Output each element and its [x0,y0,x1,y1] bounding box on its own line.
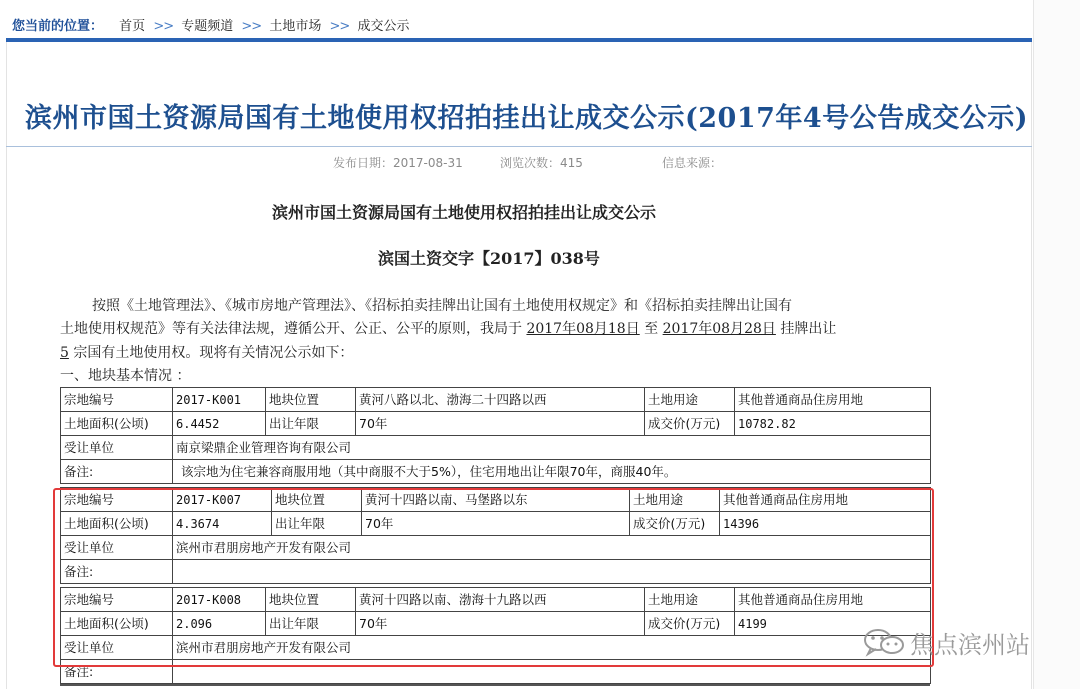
area-value: 2.096 [173,612,266,636]
assignee-label: 受让单位 [61,536,173,560]
title-divider [6,146,1032,147]
paragraph-text: 至 [644,321,659,337]
area-value: 4.3674 [173,512,272,536]
breadcrumb-link-deal-notice[interactable]: 成交公示 [357,19,410,34]
price-label: 成交价(万元) [645,612,735,636]
publish-date: 发布日期：2017-08-31 [333,156,463,170]
term-value: 70年 [356,612,645,636]
remarks-label: 备注: [61,660,173,684]
page-title: 滨州市国土资源局国有土地使用权招拍挂出让成交公示(2017年4号公告成交公示) [25,103,1028,134]
breadcrumb-link-home[interactable]: 首页 [119,19,146,34]
location-label: 地块位置 [266,588,356,612]
price-value: 14396 [720,512,931,536]
parcel-table [60,387,931,484]
highlight-annotation-box [53,488,934,667]
table-bottom-rule [60,684,930,686]
watermark-text: 焦点滨州站 [910,630,1030,659]
breadcrumb-separator: >> [329,19,350,34]
breadcrumb-link-land-market[interactable]: 土地市场 [269,19,322,34]
usage-value: 其他普通商品住房用地 [720,488,931,512]
term-label: 出让年限 [266,412,356,436]
location-value: 黄河十四路以南、渤海十九路以西 [356,588,645,612]
paragraph-line-3 [60,341,353,365]
header-divider [6,38,1032,42]
term-value: 70年 [362,512,630,536]
paragraph-text: 土地使用权规范》等有关法律法规，遵循公开、公正、公平的原则，我局于 [60,321,522,337]
paragraph-text: 挂牌出让 [780,321,837,337]
area-label: 土地面积(公顷) [61,512,173,536]
section-heading: 一、地块基本情况 ： [60,368,191,384]
document-heading: 滨州市国土资源局国有土地使用权招拍挂出让成交公示 [272,203,657,222]
parcel-count: 5 [60,345,69,361]
area-label: 土地面积(公顷) [61,612,173,636]
watermark [862,624,1030,660]
content-border-right [1031,42,1032,689]
parcel-no-value: 2017-K007 [173,488,272,512]
content-border-left [6,42,7,689]
location-value: 黄河八路以北、渤海二十四路以西 [356,388,645,412]
paragraph-line-1: 按照《土地管理法》、《城市房地产管理法》、《招标拍卖挂牌出让国有土地使用权规定》和《招标拍卖挂牌出让国有 [92,298,792,314]
usage-label: 土地用途 [630,488,720,512]
assignee-label: 受让单位 [61,636,173,660]
area-label: 土地面积(公顷) [61,412,173,436]
breadcrumb [12,18,409,36]
location-label: 地块位置 [266,388,356,412]
breadcrumb-link-topics[interactable]: 专题频道 [181,19,234,34]
assignee-value: 滨州市君朋房地产开发有限公司 [173,636,931,660]
price-value: 10782.82 [735,412,931,436]
end-date: 2017年08月28日 [662,321,776,337]
table-row [61,412,931,436]
assignee-value: 南京梁鼎企业管理咨询有限公司 [173,436,931,460]
document-number: 滨国土资交字【2017】038号 [378,249,600,268]
remarks-label: 备注: [61,560,173,584]
parcel-no-label: 宗地编号 [61,488,173,512]
price-value: 4199 [735,612,931,636]
assignee-value: 滨州市君朋房地产开发有限公司 [173,536,931,560]
location-value: 黄河十四路以南、马堡路以东 [362,488,630,512]
term-value: 70年 [356,412,645,436]
parcel-no-label: 宗地编号 [61,388,173,412]
view-count: 浏览次数：415 [500,156,583,170]
term-label: 出让年限 [272,512,362,536]
start-date: 2017年08月18日 [526,321,640,337]
parcel-no-label: 宗地编号 [61,588,173,612]
breadcrumb-separator: >> [153,19,174,34]
price-label: 成交价(万元) [645,412,735,436]
assignee-label: 受让单位 [61,436,173,460]
price-label: 成交价(万元) [630,512,720,536]
table-row [61,436,931,460]
location-label: 地块位置 [272,488,362,512]
area-value: 6.4452 [173,412,266,436]
right-gutter [1033,0,1080,689]
usage-label: 土地用途 [645,388,735,412]
paragraph-line-2 [60,317,836,341]
parcel-no-value: 2017-K008 [173,588,266,612]
remarks-label: 备注: [61,460,173,484]
paragraph-text: 宗国有土地使用权。现将有关情况公示如下： [73,345,354,361]
breadcrumb-lead: 您当前的位置： [12,19,104,34]
usage-value: 其他普通商品住房用地 [735,388,931,412]
breadcrumb-separator: >> [241,19,262,34]
info-source: 信息来源： [662,156,723,170]
usage-label: 土地用途 [645,588,735,612]
term-label: 出让年限 [266,612,356,636]
wechat-icon [862,627,906,657]
table-row [61,388,931,412]
usage-value: 其他普通商品住房用地 [735,588,931,612]
parcel-no-value: 2017-K001 [173,388,266,412]
table-row [61,460,931,484]
remarks-value: 该宗地为住宅兼容商服用地（其中商服不大于5%），住宅用地出让年限70年，商服40年。 [173,460,931,484]
